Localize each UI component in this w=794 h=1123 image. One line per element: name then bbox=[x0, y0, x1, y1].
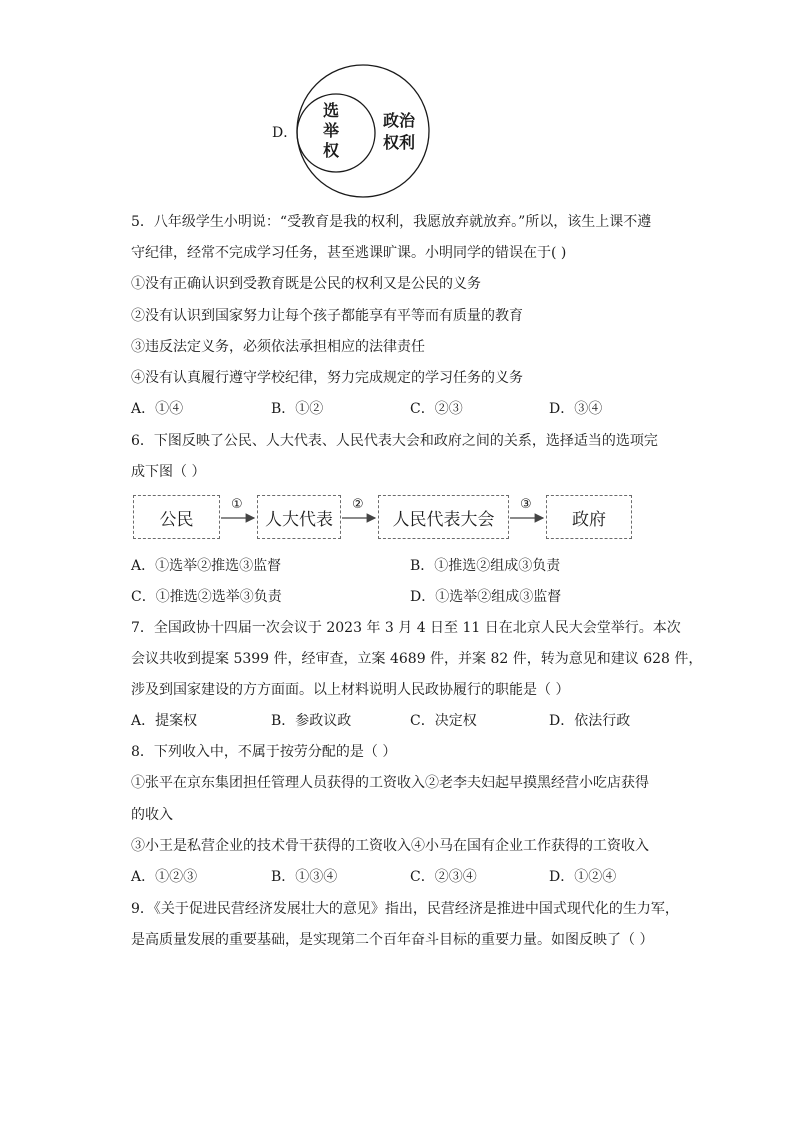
q5-item-1: ①没有正确认识到受教育既是公民的权利又是公民的义务 bbox=[131, 276, 481, 292]
arrow-label-1: ① bbox=[231, 497, 243, 512]
flow-box-citizen: 公民 bbox=[133, 495, 220, 539]
q7-stem-line2: 会议共收到提案 5399 件，经审查，立案 4689 件，并案 82 件，转为意见和建议 628 件， bbox=[131, 651, 703, 667]
q5-item-2: ②没有认识到国家努力让每个孩子都能享有平等而有质量的教育 bbox=[131, 308, 523, 324]
q8-option-a[interactable]: A．①②③ bbox=[131, 869, 198, 885]
q9-stem-line2: 是高质量发展的重要基础，是实现第二个百年奋斗目标的重要力量。如图反映了（ ） bbox=[131, 932, 654, 948]
q5-option-c[interactable]: C．②③ bbox=[410, 401, 463, 417]
q7-option-c[interactable]: C．决定权 bbox=[410, 713, 477, 729]
inner-char-3: 权 bbox=[322, 141, 339, 160]
q5-item-4: ④没有认真履行遵守学校纪律，努力完成规定的学习任务的义务 bbox=[131, 370, 523, 386]
outer-line-1: 政治 bbox=[382, 111, 415, 130]
arrow-label-2: ② bbox=[352, 497, 364, 512]
q6-option-b[interactable]: B．①推选②组成③负责 bbox=[410, 558, 561, 574]
flow-box-peoples-congress: 人民代表大会 bbox=[378, 495, 509, 539]
q6-option-c[interactable]: C．①推选②选举③负责 bbox=[131, 589, 282, 605]
arrow-label-3: ③ bbox=[520, 497, 532, 512]
q8-option-c[interactable]: C．②③④ bbox=[410, 869, 477, 885]
q7-stem-line3: 涉及到国家建设的方方面面。以上材料说明人民政协履行的职能是（ ） bbox=[131, 682, 570, 698]
q6-option-d[interactable]: D．①选举②组成③监督 bbox=[410, 589, 562, 605]
q6-stem-line2: 成下图（ ） bbox=[131, 464, 206, 480]
q6-option-a[interactable]: A．①选举②推选③监督 bbox=[131, 558, 282, 574]
q5-option-d[interactable]: D．③④ bbox=[549, 401, 603, 417]
q9-stem-line1: 9．《关于促进民营经济发展壮大的意见》指出，民营经济是推进中国式现代化的生力军， bbox=[131, 901, 679, 917]
q7-option-a[interactable]: A．提案权 bbox=[131, 713, 198, 729]
q5-option-b[interactable]: B．①② bbox=[271, 401, 324, 417]
inner-char-1: 选 bbox=[322, 101, 339, 120]
q7-stem-line1: 7．全国政协十四届一次会议于 2023 年 3 月 4 日至 11 日在北京人民大会堂举行。本次 bbox=[131, 620, 681, 636]
q5-stem-line1: 5．八年级学生小明说：“受教育是我的权利，我愿放弃就放弃。”所以，该生上课不遵 bbox=[131, 214, 652, 230]
q8-item-line2: 的收入 bbox=[131, 807, 173, 823]
q5-option-a[interactable]: A．①④ bbox=[131, 401, 184, 417]
q7-option-d[interactable]: D．依法行政 bbox=[549, 713, 631, 729]
q8-option-b[interactable]: B．①③④ bbox=[271, 869, 338, 885]
option-d-label: D． bbox=[272, 125, 298, 141]
q5-stem-line2: 守纪律，经常不完成学习任务，甚至逃课旷课。小明同学的错误在于( ) bbox=[131, 245, 567, 261]
flow-box-npc-deputy: 人大代表 bbox=[257, 495, 341, 539]
q5-item-3: ③违反法定义务，必须依法承担相应的法律责任 bbox=[131, 339, 425, 355]
q6-stem-line1: 6．下图反映了公民、人大代表、人民代表大会和政府之间的关系，选择适当的选项完 bbox=[131, 433, 658, 449]
inner-char-2: 举 bbox=[322, 121, 339, 140]
q8-stem: 8．下列收入中，不属于按劳分配的是（ ） bbox=[131, 744, 397, 760]
q8-item-line3: ③小王是私营企业的技术骨干获得的工资收入④小马在国有企业工作获得的工资收入 bbox=[131, 838, 649, 854]
q8-item-line1: ①张平在京东集团担任管理人员获得的工资收入②老李夫妇起早摸黑经营小吃店获得 bbox=[131, 775, 649, 791]
flow-box-government: 政府 bbox=[546, 495, 632, 539]
q8-option-d[interactable]: D．①②④ bbox=[549, 869, 617, 885]
outer-line-2: 权利 bbox=[382, 133, 415, 152]
q7-option-b[interactable]: B．参政议政 bbox=[271, 713, 352, 729]
